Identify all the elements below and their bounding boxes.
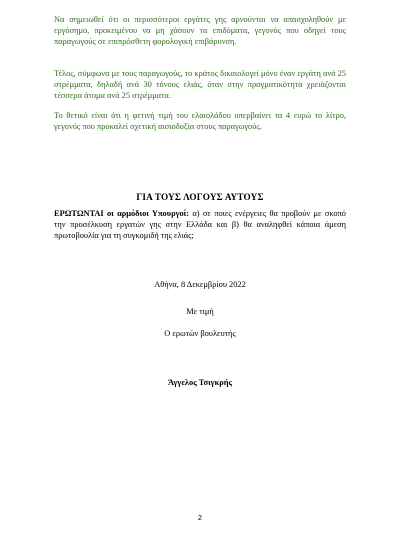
- signer-role: Ο ερωτών βουλευτής: [164, 329, 236, 338]
- paragraph-workers-per-acre: Τέλος, σύμφωνα με τους παραγωγούς, το κράτος δικαιολογεί μόνο έναν εργάτη ανά 25 στρέμματα, δηλαδή ανά 30 τόνους ελιάς, όταν στην πραγματικότητα χρειάζονται τέσσερα άτομα ανά 25 στρέμματα.: [54, 69, 346, 100]
- paragraph-labor-tokens: Να σημειωθεί ότι οι περισσότεροι εργάτες γης αρνούνται να απασχοληθούν με εργόσημο, προκειμένου να μη χάσουν τα επιδόματα, γεγονός που οδηγεί τους παραγωγούς σε επιπρόσθετη φορολογική επιβάρυνση.: [54, 15, 346, 46]
- question-paragraph: [54, 208, 346, 241]
- page-number: 2: [197, 513, 203, 522]
- signer-name: Άγγελος Τσιγκρής: [167, 378, 233, 387]
- closing-regards: Με τιμή: [186, 307, 214, 316]
- question-lead: ΕΡΩΤΩΝΤΑΙ οι αρμόδιοι Υπουργοί:: [54, 209, 190, 218]
- question-body: α) σε ποιες ενέργειες θα προβούν με σκοπό την προσέλκυση εργατών γης στην Ελλάδα και β) θα αναληφθεί κάποια άμεση πρωτοβουλία για τη συγκομιδή της ελιάς;: [54, 209, 346, 240]
- date-line: Αθήνα, 8 Δεκεμβρίου 2022: [154, 280, 246, 289]
- paragraph-olive-oil-price: Το θετικό είναι ότι η φετινή τιμή του ελαιολάδου υπερβαίνει τα 4 ευρώ το λίτρο, γεγονός που προκαλεί σχετική αισιοδοξία στους παραγωγούς.: [54, 111, 346, 131]
- section-heading: ΓΙΑ ΤΟΥΣ ΛΟΓΟΥΣ ΑΥΤΟΥΣ: [136, 192, 264, 202]
